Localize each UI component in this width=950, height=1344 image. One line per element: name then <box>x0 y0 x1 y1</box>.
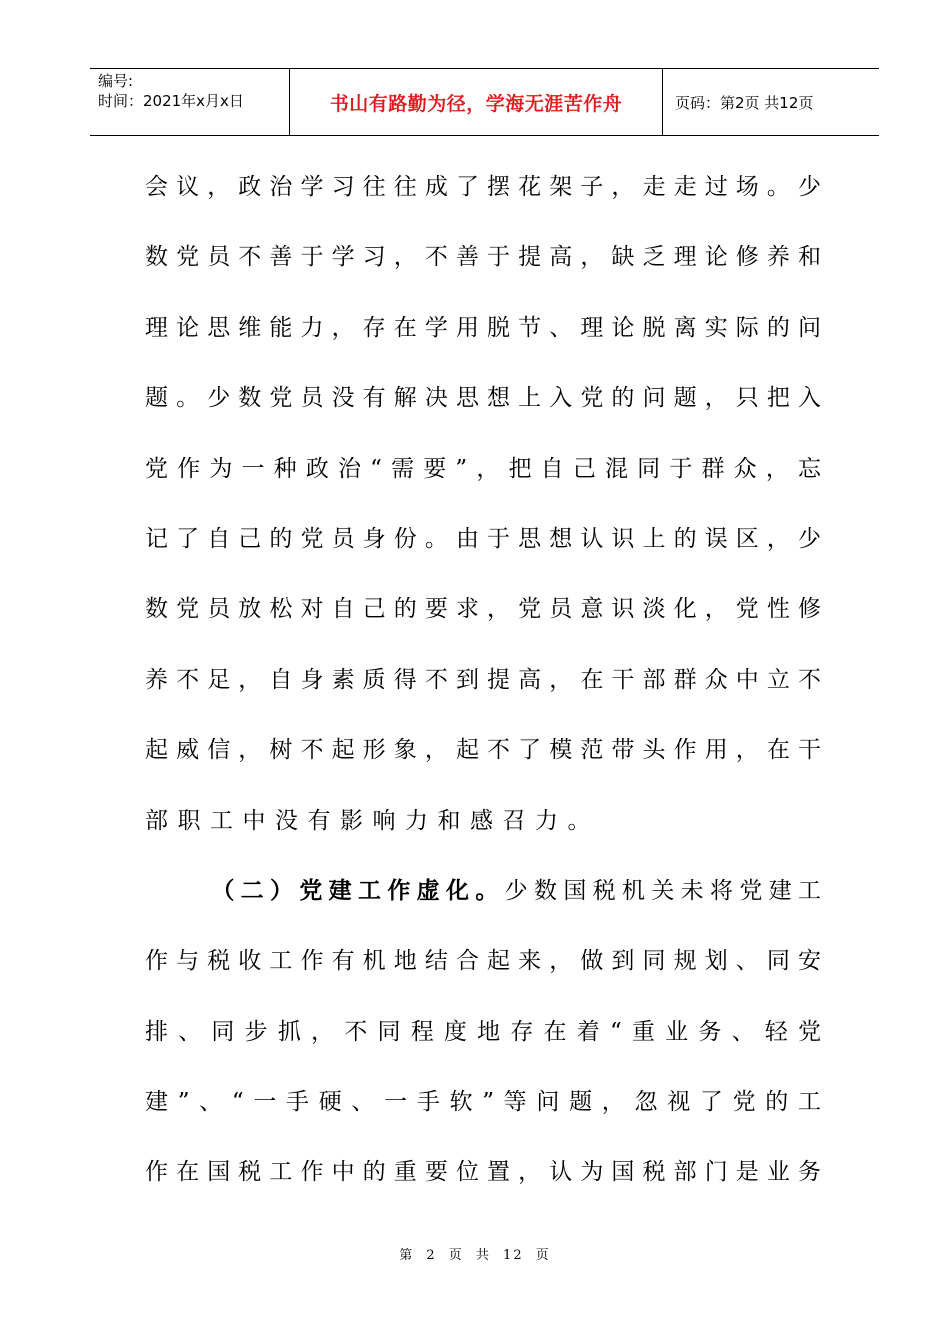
document-header <box>90 68 879 136</box>
body-line: 数党员放松对自己的要求，党员意识淡化，党性修 <box>145 596 821 623</box>
page-footer <box>0 1244 950 1263</box>
body-line: 题。少数党员没有解决思想上入党的问题，只把入 <box>145 385 821 412</box>
page-label: 页码：第2页 共12页 <box>675 93 814 112</box>
section-first-line <box>145 856 821 926</box>
header-meta-cell <box>90 69 290 135</box>
document-body <box>145 152 821 1208</box>
body-line: 数党员不善于学习，不善于提高，缺乏理论修养和 <box>145 244 821 271</box>
motto-text: 书山有路勤为径，学海无涯苦作舟 <box>329 92 623 115</box>
body-line: 党作为一种政治“需要”，把自己混同于群众，忘 <box>145 455 821 482</box>
section-line: 建”、“一手硬、一手软”等问题，忽视了党的工 <box>145 1089 821 1116</box>
footer-page-number: 第 2 页 共 12 页 <box>399 1248 551 1263</box>
section-line: 排、同步抓，不同程度地存在着“重业务、轻党 <box>145 1018 821 1045</box>
header-motto-cell <box>290 69 663 135</box>
time-label: 时间：2021年x月x日 <box>98 92 244 110</box>
section-heading: （二）党建工作虚化。 <box>205 877 505 904</box>
section-first-line-rest: 少数国税机关未将党建工 <box>504 877 821 904</box>
body-line: 起威信，树不起形象，起不了模范带头作用，在干 <box>145 737 821 764</box>
body-line: 部职工中没有影响力和感召力。 <box>145 807 600 834</box>
section-line: 作在国税工作中的重要位置，认为国税部门是业务 <box>145 1159 821 1186</box>
body-line: 理论思维能力，存在学用脱节、理论脱离实际的问 <box>145 314 821 341</box>
body-line: 会议，政治学习往往成了摆花架子，走走过场。少 <box>145 174 821 200</box>
body-line: 记了自己的党员身份。由于思想认识上的误区，少 <box>145 525 821 552</box>
number-label: 编号: <box>98 72 134 90</box>
section-line: 作与税收工作有机地结合起来，做到同规划、同安 <box>145 948 821 975</box>
body-line: 养不足，自身素质得不到提高，在干部群众中立不 <box>145 666 821 693</box>
header-page-cell <box>663 69 879 135</box>
